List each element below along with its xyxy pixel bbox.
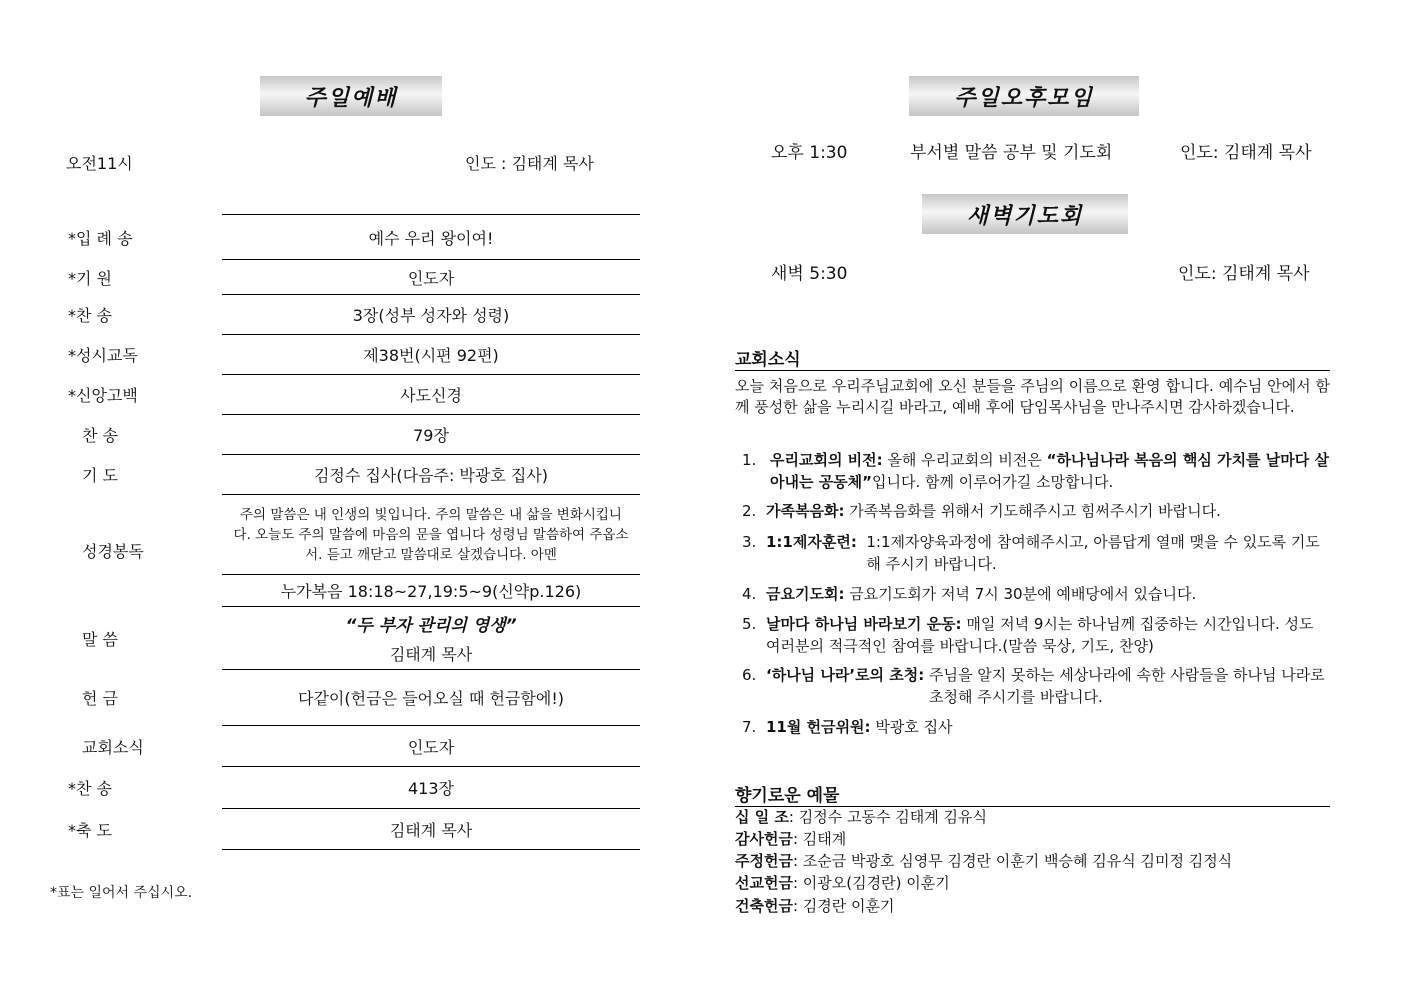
offering-row: 주정헌금: 조순금 박광호 심영무 김경란 이훈기 백승혜 김유식 김미정 김정식: [735, 852, 1233, 870]
order-value: 사도신경: [222, 375, 640, 415]
news-intro: 오늘 처음으로 우리주님교회에 오신 분들을 주님의 이름으로 환영 합니다. 예수님 안에서 함께 풍성한 삶을 누리시길 바라고, 예배 후에 담임목사님을 만나주시면 감사하겠습니다.: [735, 377, 1330, 416]
news-item: [742, 664, 1330, 708]
item-title: 11월 헌금위원:: [766, 718, 871, 736]
offering-label: 주정헌금: [735, 852, 793, 870]
order-value: 79장: [222, 415, 640, 455]
preacher: 김태계 목사: [389, 645, 473, 664]
item-title: 가족복음화:: [766, 502, 845, 520]
order-value: 김정수 집사(다음주: 박광호 집사): [222, 455, 640, 495]
offering-label: 십 일 조: [735, 808, 789, 826]
offering-names: 김정수 고동수 김태계 김유식: [798, 808, 987, 826]
item-number: 5.: [742, 615, 757, 633]
item-text: 주님을 알지 못하는 세상나라에 속한 사람들을 하나님 나라로 초청해 주시기를 바랍니다.: [929, 666, 1325, 706]
order-value: 김태계 목사: [222, 809, 640, 850]
order-label: *성시교독: [68, 346, 138, 365]
sermon-title: “두 부자 관리의 영생”: [345, 616, 517, 636]
scripture-prayer: 주의 말씀은 내 인생의 빛입니다. 주의 말씀은 내 삶을 변화시킵니다. 오늘도 주의 말씀에 마음의 문을 엽니다 성령님 말씀하여 주옵소서. 듣고 깨닫고 말씀대로 살겠습니다. 아멘: [222, 495, 640, 575]
afternoon-time: 오후 1:30: [771, 143, 848, 163]
item-number: 2.: [742, 502, 757, 520]
news-item: [742, 500, 1330, 522]
item-text: 입니다. 함께 이루어가길 소망합니다.: [872, 473, 1114, 491]
afternoon-desc: 부서별 말씀 공부 및 기도회: [910, 143, 1113, 163]
order-label: 헌 금: [82, 689, 118, 708]
item-number: 4.: [742, 585, 757, 603]
offering-names: 이광오(김경란) 이훈기: [802, 874, 950, 892]
sermon: [222, 607, 640, 670]
offerings-title: 향기로운 예물: [735, 781, 1330, 807]
scripture-reference: 누가복음 18:18~27,19:5~9(신약p.126): [222, 575, 640, 607]
news-item: [742, 531, 1330, 575]
offering-row: 감사헌금: 김태계: [735, 830, 847, 848]
item-title: 1:1제자훈련:: [766, 533, 857, 551]
item-text: 금요기도회가 저녁 7시 30분에 예배당에서 있습니다.: [849, 585, 1197, 603]
item-text: 박광호 집사: [875, 718, 953, 736]
order-of-worship: [60, 214, 640, 850]
order-value: 인도자: [222, 726, 640, 767]
worship-leader: 인도 : 김태계 목사: [465, 154, 594, 173]
item-title: 우리교회의 비전:: [770, 451, 883, 469]
news-title: 교회소식: [735, 345, 1330, 371]
order-value: 다같이(헌금은 들어오실 때 헌금함에!): [222, 670, 640, 726]
order-label: 찬 송: [82, 426, 118, 445]
offering-label: 감사헌금: [735, 830, 793, 848]
item-number: 1.: [742, 451, 757, 469]
offering-row: 선교헌금: 이광오(김경란) 이훈기: [735, 874, 950, 892]
item-number: 3.: [742, 533, 757, 551]
item-text: 1:1제자양육과정에 참여해주시고, 아름답게 열매 맺을 수 있도록 기도해 주시기 바랍니다.: [866, 533, 1320, 573]
order-label: *입 례 송: [68, 228, 133, 248]
order-label: 말 씀: [82, 629, 118, 649]
order-value: 3장(성부 성자와 성령): [222, 295, 640, 335]
order-value: 제38번(시편 92편): [222, 335, 640, 375]
order-label: 교회소식: [82, 737, 144, 757]
item-number: 7.: [742, 718, 757, 736]
offering-row: 십 일 조: 김정수 고동수 김태계 김유식: [735, 808, 987, 826]
afternoon-leader: 인도: 김태계 목사: [1180, 143, 1312, 163]
item-text: 매일 저녁 9시는 하나님께 집중하는 시간입니다. 성도 여러분의 적극적인 참여를 바랍니다.(말씀 묵상, 기도, 찬양): [766, 615, 1314, 655]
order-label: *찬 송: [68, 779, 112, 798]
item-title: 금요기도회:: [766, 585, 845, 603]
offering-names: 조순금 박광호 심영무 김경란 이훈기 백승혜 김유식 김미정 김정식: [802, 852, 1233, 870]
item-title: 날마다 하나님 바라보기 운동:: [766, 615, 962, 633]
news-item: [742, 583, 1330, 605]
order-label: *축 도: [68, 820, 112, 840]
order-label: *신앙고백: [68, 386, 138, 405]
news-item: [742, 716, 1330, 738]
item-title: ‘하나님 나라’로의 초청:: [766, 666, 925, 684]
news-item: [742, 449, 1330, 493]
afternoon-header: 주일오후모임: [909, 76, 1139, 116]
sunday-worship-header: 주일예배: [260, 76, 442, 116]
item-number: 6.: [742, 666, 757, 684]
item-text: 올해 우리교회의 비전은: [887, 451, 1047, 469]
dawn-leader: 인도: 김태계 목사: [1178, 264, 1310, 284]
order-label: *기 원: [68, 268, 112, 288]
dawn-time: 새벽 5:30: [771, 264, 848, 284]
item-text: 가족복음화를 위해서 기도해주시고 힘써주시기 바랍니다.: [849, 502, 1221, 520]
order-label: 기 도: [82, 466, 118, 485]
offering-names: 김경란 이훈기: [802, 897, 895, 915]
order-value: 예수 우리 왕이여!: [222, 215, 640, 260]
offering-names: 김태계: [802, 830, 847, 848]
offering-row: 건축헌금: 김경란 이훈기: [735, 897, 895, 915]
order-label: 성경봉독: [82, 542, 144, 561]
offering-label: 건축헌금: [735, 897, 793, 915]
vision-text: “하나님나라 복음의 핵심 가치를 날마다 살아내는 공동체”: [770, 451, 1329, 491]
worship-time: 오전11시: [66, 154, 133, 173]
news-item: [742, 613, 1330, 657]
order-value: 인도자: [222, 260, 640, 295]
offering-label: 선교헌금: [735, 874, 793, 892]
order-value: 413장: [222, 767, 640, 809]
footnote: *표는 일어서 주십시오.: [50, 885, 193, 901]
order-label: *찬 송: [68, 306, 112, 325]
dawn-header: 새벽기도회: [922, 194, 1128, 234]
